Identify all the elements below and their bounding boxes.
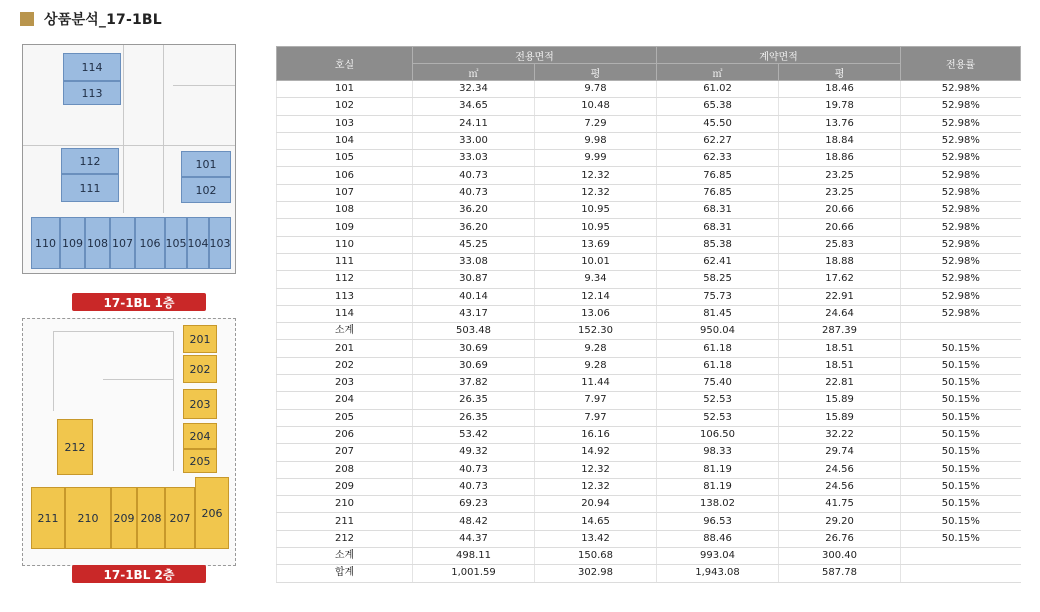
cell-unit: 209 bbox=[277, 478, 413, 495]
cell-unit: 111 bbox=[277, 253, 413, 270]
cell-exclusive-sqm: 40.14 bbox=[413, 288, 535, 305]
cell-ratio: 50.15% bbox=[901, 478, 1021, 495]
title-marker-icon bbox=[20, 12, 34, 26]
cell-contract-sqm: 58.25 bbox=[657, 271, 779, 288]
cell-contract-sqm: 62.33 bbox=[657, 150, 779, 167]
cell-contract-pyeong: 23.25 bbox=[779, 184, 901, 201]
cell-unit: 203 bbox=[277, 375, 413, 392]
cell-exclusive-pyeong: 10.95 bbox=[535, 202, 657, 219]
cell-contract-sqm: 61.02 bbox=[657, 81, 779, 98]
cell-contract-pyeong: 300.40 bbox=[779, 548, 901, 565]
cell-contract-sqm: 85.38 bbox=[657, 236, 779, 253]
cell-ratio: 50.15% bbox=[901, 444, 1021, 461]
cell-contract-pyeong: 18.51 bbox=[779, 340, 901, 357]
table-row bbox=[277, 357, 1021, 374]
table-row bbox=[277, 150, 1021, 167]
table-row bbox=[277, 288, 1021, 305]
cell-ratio: 50.15% bbox=[901, 340, 1021, 357]
header-exclusive-area: 전용면적 bbox=[413, 47, 657, 64]
cell-exclusive-sqm: 40.73 bbox=[413, 184, 535, 201]
cell-contract-pyeong: 29.74 bbox=[779, 444, 901, 461]
page-header bbox=[20, 8, 162, 30]
cell-ratio: 50.15% bbox=[901, 496, 1021, 513]
cell-ratio: 52.98% bbox=[901, 98, 1021, 115]
cell-exclusive-sqm: 26.35 bbox=[413, 392, 535, 409]
cell-contract-pyeong: 22.91 bbox=[779, 288, 901, 305]
table-row bbox=[277, 184, 1021, 201]
cell-contract-pyeong: 587.78 bbox=[779, 565, 901, 582]
cell-exclusive-sqm: 37.82 bbox=[413, 375, 535, 392]
cell-exclusive-sqm: 32.34 bbox=[413, 81, 535, 98]
cell-contract-sqm: 1,943.08 bbox=[657, 565, 779, 582]
table-row bbox=[277, 426, 1021, 443]
cell-ratio: 52.98% bbox=[901, 132, 1021, 149]
cell-contract-sqm: 81.19 bbox=[657, 478, 779, 495]
cell-exclusive-pyeong: 12.32 bbox=[535, 461, 657, 478]
cell-unit: 114 bbox=[277, 305, 413, 322]
cell-contract-pyeong: 20.66 bbox=[779, 219, 901, 236]
floor-plan-1 bbox=[22, 44, 236, 274]
table-row bbox=[277, 530, 1021, 547]
table-row bbox=[277, 478, 1021, 495]
cell-exclusive-sqm: 498.11 bbox=[413, 548, 535, 565]
cell-unit: 210 bbox=[277, 496, 413, 513]
cell-exclusive-sqm: 33.03 bbox=[413, 150, 535, 167]
cell-ratio: 52.98% bbox=[901, 202, 1021, 219]
cell-ratio: 50.15% bbox=[901, 392, 1021, 409]
unit-108: 108 bbox=[85, 217, 110, 269]
cell-exclusive-pyeong: 13.06 bbox=[535, 305, 657, 322]
cell-unit: 103 bbox=[277, 115, 413, 132]
cell-contract-pyeong: 13.76 bbox=[779, 115, 901, 132]
cell-ratio bbox=[901, 565, 1021, 582]
table-row bbox=[277, 340, 1021, 357]
cell-unit: 109 bbox=[277, 219, 413, 236]
cell-exclusive-sqm: 33.00 bbox=[413, 132, 535, 149]
cell-exclusive-sqm: 503.48 bbox=[413, 323, 535, 340]
cell-contract-pyeong: 24.56 bbox=[779, 478, 901, 495]
cell-exclusive-sqm: 40.73 bbox=[413, 461, 535, 478]
cell-exclusive-pyeong: 13.69 bbox=[535, 236, 657, 253]
unit-104: 104 bbox=[187, 217, 209, 269]
cell-exclusive-pyeong: 9.98 bbox=[535, 132, 657, 149]
cell-unit: 208 bbox=[277, 461, 413, 478]
unit-114: 114 bbox=[63, 53, 121, 81]
cell-unit: 206 bbox=[277, 426, 413, 443]
floor-1-label: 17-1BL 1층 bbox=[72, 293, 206, 311]
unit-204: 204 bbox=[183, 423, 217, 449]
cell-exclusive-sqm: 45.25 bbox=[413, 236, 535, 253]
cell-exclusive-pyeong: 9.78 bbox=[535, 81, 657, 98]
page-title: 상품분석_17-1BL bbox=[44, 12, 162, 28]
cell-contract-pyeong: 26.76 bbox=[779, 530, 901, 547]
cell-exclusive-pyeong: 11.44 bbox=[535, 375, 657, 392]
cell-contract-pyeong: 18.84 bbox=[779, 132, 901, 149]
cell-ratio: 52.98% bbox=[901, 184, 1021, 201]
header-contract-area: 계약면적 bbox=[657, 47, 901, 64]
table-row bbox=[277, 513, 1021, 530]
unit-105: 105 bbox=[165, 217, 187, 269]
unit-109: 109 bbox=[60, 217, 85, 269]
cell-contract-sqm: 45.50 bbox=[657, 115, 779, 132]
table-row bbox=[277, 253, 1021, 270]
cell-exclusive-sqm: 30.69 bbox=[413, 340, 535, 357]
table-row bbox=[277, 81, 1021, 98]
table-row bbox=[277, 202, 1021, 219]
cell-contract-sqm: 75.73 bbox=[657, 288, 779, 305]
cell-ratio: 50.15% bbox=[901, 530, 1021, 547]
table-row bbox=[277, 219, 1021, 236]
cell-exclusive-pyeong: 302.98 bbox=[535, 565, 657, 582]
unit-107: 107 bbox=[110, 217, 135, 269]
cell-ratio: 50.15% bbox=[901, 357, 1021, 374]
cell-exclusive-pyeong: 13.42 bbox=[535, 530, 657, 547]
cell-ratio: 52.98% bbox=[901, 150, 1021, 167]
cell-unit: 102 bbox=[277, 98, 413, 115]
cell-exclusive-sqm: 34.65 bbox=[413, 98, 535, 115]
cell-exclusive-sqm: 24.11 bbox=[413, 115, 535, 132]
cell-contract-pyeong: 18.86 bbox=[779, 150, 901, 167]
table-row bbox=[277, 323, 1021, 340]
cell-contract-pyeong: 24.56 bbox=[779, 461, 901, 478]
table-row bbox=[277, 236, 1021, 253]
cell-contract-pyeong: 15.89 bbox=[779, 409, 901, 426]
cell-exclusive-pyeong: 14.92 bbox=[535, 444, 657, 461]
table-row bbox=[277, 444, 1021, 461]
cell-unit: 112 bbox=[277, 271, 413, 288]
cell-contract-pyeong: 287.39 bbox=[779, 323, 901, 340]
unit-106: 106 bbox=[135, 217, 165, 269]
unit-111: 111 bbox=[61, 174, 119, 202]
header-exclusive-ratio: 전용률 bbox=[901, 47, 1021, 81]
header-exclusive-pyeong: 평 bbox=[535, 64, 657, 81]
cell-ratio: 52.98% bbox=[901, 167, 1021, 184]
cell-contract-sqm: 993.04 bbox=[657, 548, 779, 565]
cell-exclusive-sqm: 40.73 bbox=[413, 167, 535, 184]
unit-208: 208 bbox=[137, 487, 165, 549]
cell-exclusive-sqm: 30.87 bbox=[413, 271, 535, 288]
table-row bbox=[277, 271, 1021, 288]
table-row bbox=[277, 392, 1021, 409]
cell-exclusive-pyeong: 14.65 bbox=[535, 513, 657, 530]
cell-contract-pyeong: 29.20 bbox=[779, 513, 901, 530]
unit-203: 203 bbox=[183, 389, 217, 419]
cell-exclusive-pyeong: 16.16 bbox=[535, 426, 657, 443]
cell-exclusive-pyeong: 10.48 bbox=[535, 98, 657, 115]
cell-unit: 106 bbox=[277, 167, 413, 184]
cell-exclusive-sqm: 49.32 bbox=[413, 444, 535, 461]
cell-exclusive-pyeong: 10.01 bbox=[535, 253, 657, 270]
cell-exclusive-pyeong: 9.99 bbox=[535, 150, 657, 167]
cell-ratio: 52.98% bbox=[901, 219, 1021, 236]
cell-contract-sqm: 950.04 bbox=[657, 323, 779, 340]
cell-unit: 204 bbox=[277, 392, 413, 409]
cell-exclusive-pyeong: 12.32 bbox=[535, 478, 657, 495]
cell-exclusive-sqm: 43.17 bbox=[413, 305, 535, 322]
cell-contract-sqm: 138.02 bbox=[657, 496, 779, 513]
cell-contract-pyeong: 19.78 bbox=[779, 98, 901, 115]
table-row bbox=[277, 98, 1021, 115]
cell-unit: 소계 bbox=[277, 323, 413, 340]
cell-contract-pyeong: 41.75 bbox=[779, 496, 901, 513]
cell-exclusive-sqm: 53.42 bbox=[413, 426, 535, 443]
cell-unit: 212 bbox=[277, 530, 413, 547]
unit-207: 207 bbox=[165, 487, 195, 549]
unit-212: 212 bbox=[57, 419, 93, 475]
table-row bbox=[277, 461, 1021, 478]
cell-exclusive-pyeong: 12.32 bbox=[535, 167, 657, 184]
cell-contract-sqm: 61.18 bbox=[657, 340, 779, 357]
cell-contract-sqm: 88.46 bbox=[657, 530, 779, 547]
cell-unit: 205 bbox=[277, 409, 413, 426]
cell-contract-pyeong: 23.25 bbox=[779, 167, 901, 184]
cell-ratio: 50.15% bbox=[901, 461, 1021, 478]
cell-unit: 108 bbox=[277, 202, 413, 219]
cell-contract-pyeong: 15.89 bbox=[779, 392, 901, 409]
cell-contract-pyeong: 25.83 bbox=[779, 236, 901, 253]
cell-contract-sqm: 52.53 bbox=[657, 392, 779, 409]
cell-ratio: 52.98% bbox=[901, 253, 1021, 270]
cell-exclusive-sqm: 26.35 bbox=[413, 409, 535, 426]
cell-contract-sqm: 81.45 bbox=[657, 305, 779, 322]
cell-exclusive-sqm: 69.23 bbox=[413, 496, 535, 513]
cell-contract-pyeong: 18.46 bbox=[779, 81, 901, 98]
cell-contract-pyeong: 17.62 bbox=[779, 271, 901, 288]
cell-exclusive-sqm: 33.08 bbox=[413, 253, 535, 270]
cell-exclusive-pyeong: 9.34 bbox=[535, 271, 657, 288]
cell-unit: 110 bbox=[277, 236, 413, 253]
cell-contract-sqm: 62.41 bbox=[657, 253, 779, 270]
cell-unit: 107 bbox=[277, 184, 413, 201]
table-row bbox=[277, 565, 1021, 582]
cell-contract-sqm: 65.38 bbox=[657, 98, 779, 115]
cell-exclusive-pyeong: 12.32 bbox=[535, 184, 657, 201]
cell-contract-sqm: 96.53 bbox=[657, 513, 779, 530]
table-row bbox=[277, 167, 1021, 184]
table-row bbox=[277, 132, 1021, 149]
cell-exclusive-pyeong: 9.28 bbox=[535, 340, 657, 357]
cell-contract-pyeong: 18.88 bbox=[779, 253, 901, 270]
cell-contract-sqm: 75.40 bbox=[657, 375, 779, 392]
cell-unit: 201 bbox=[277, 340, 413, 357]
cell-exclusive-sqm: 40.73 bbox=[413, 478, 535, 495]
unit-211: 211 bbox=[31, 487, 65, 549]
table-row bbox=[277, 115, 1021, 132]
unit-101: 101 bbox=[181, 151, 231, 177]
cell-ratio: 52.98% bbox=[901, 288, 1021, 305]
cell-exclusive-pyeong: 152.30 bbox=[535, 323, 657, 340]
cell-exclusive-pyeong: 7.97 bbox=[535, 409, 657, 426]
cell-contract-pyeong: 20.66 bbox=[779, 202, 901, 219]
cell-exclusive-sqm: 36.20 bbox=[413, 202, 535, 219]
table-row bbox=[277, 375, 1021, 392]
cell-unit: 113 bbox=[277, 288, 413, 305]
cell-contract-sqm: 76.85 bbox=[657, 184, 779, 201]
cell-ratio: 50.15% bbox=[901, 375, 1021, 392]
cell-ratio: 50.15% bbox=[901, 409, 1021, 426]
unit-209: 209 bbox=[111, 487, 137, 549]
cell-exclusive-sqm: 30.69 bbox=[413, 357, 535, 374]
cell-exclusive-pyeong: 150.68 bbox=[535, 548, 657, 565]
cell-ratio: 50.15% bbox=[901, 426, 1021, 443]
cell-ratio: 52.98% bbox=[901, 81, 1021, 98]
cell-exclusive-sqm: 36.20 bbox=[413, 219, 535, 236]
unit-112: 112 bbox=[61, 148, 119, 174]
cell-exclusive-sqm: 48.42 bbox=[413, 513, 535, 530]
cell-ratio: 52.98% bbox=[901, 115, 1021, 132]
cell-exclusive-pyeong: 9.28 bbox=[535, 357, 657, 374]
cell-unit: 211 bbox=[277, 513, 413, 530]
cell-exclusive-pyeong: 10.95 bbox=[535, 219, 657, 236]
cell-ratio: 50.15% bbox=[901, 513, 1021, 530]
cell-ratio bbox=[901, 323, 1021, 340]
header-contract-sqm: ㎡ bbox=[657, 64, 779, 81]
cell-exclusive-pyeong: 7.97 bbox=[535, 392, 657, 409]
floor-plan-2 bbox=[22, 318, 236, 566]
unit-202: 202 bbox=[183, 355, 217, 383]
cell-contract-sqm: 52.53 bbox=[657, 409, 779, 426]
cell-ratio: 52.98% bbox=[901, 271, 1021, 288]
unit-110: 110 bbox=[31, 217, 60, 269]
unit-201: 201 bbox=[183, 325, 217, 353]
cell-exclusive-pyeong: 12.14 bbox=[535, 288, 657, 305]
cell-contract-sqm: 98.33 bbox=[657, 444, 779, 461]
area-table bbox=[276, 46, 1021, 583]
cell-exclusive-pyeong: 20.94 bbox=[535, 496, 657, 513]
cell-ratio: 52.98% bbox=[901, 236, 1021, 253]
cell-unit: 소계 bbox=[277, 548, 413, 565]
cell-contract-sqm: 76.85 bbox=[657, 167, 779, 184]
cell-contract-pyeong: 22.81 bbox=[779, 375, 901, 392]
cell-unit: 105 bbox=[277, 150, 413, 167]
cell-contract-sqm: 68.31 bbox=[657, 219, 779, 236]
cell-contract-sqm: 62.27 bbox=[657, 132, 779, 149]
unit-206: 206 bbox=[195, 477, 229, 549]
unit-210: 210 bbox=[65, 487, 111, 549]
cell-unit: 202 bbox=[277, 357, 413, 374]
unit-103: 103 bbox=[209, 217, 231, 269]
unit-102: 102 bbox=[181, 177, 231, 203]
cell-contract-pyeong: 18.51 bbox=[779, 357, 901, 374]
table-row bbox=[277, 409, 1021, 426]
cell-contract-sqm: 68.31 bbox=[657, 202, 779, 219]
cell-exclusive-sqm: 1,001.59 bbox=[413, 565, 535, 582]
cell-exclusive-pyeong: 7.29 bbox=[535, 115, 657, 132]
cell-contract-pyeong: 32.22 bbox=[779, 426, 901, 443]
cell-exclusive-sqm: 44.37 bbox=[413, 530, 535, 547]
cell-ratio: 52.98% bbox=[901, 305, 1021, 322]
unit-205: 205 bbox=[183, 449, 217, 473]
cell-unit: 합계 bbox=[277, 565, 413, 582]
cell-ratio bbox=[901, 548, 1021, 565]
unit-113: 113 bbox=[63, 81, 121, 105]
cell-unit: 101 bbox=[277, 81, 413, 98]
cell-unit: 104 bbox=[277, 132, 413, 149]
cell-contract-sqm: 61.18 bbox=[657, 357, 779, 374]
floor-2-label: 17-1BL 2층 bbox=[72, 565, 206, 583]
header-contract-pyeong: 평 bbox=[779, 64, 901, 81]
table-body bbox=[277, 81, 1021, 583]
cell-contract-pyeong: 24.64 bbox=[779, 305, 901, 322]
header-unit: 호실 bbox=[277, 47, 413, 81]
cell-contract-sqm: 106.50 bbox=[657, 426, 779, 443]
header-exclusive-sqm: ㎡ bbox=[413, 64, 535, 81]
table-row bbox=[277, 305, 1021, 322]
cell-contract-sqm: 81.19 bbox=[657, 461, 779, 478]
table-row bbox=[277, 548, 1021, 565]
cell-unit: 207 bbox=[277, 444, 413, 461]
table-row bbox=[277, 496, 1021, 513]
